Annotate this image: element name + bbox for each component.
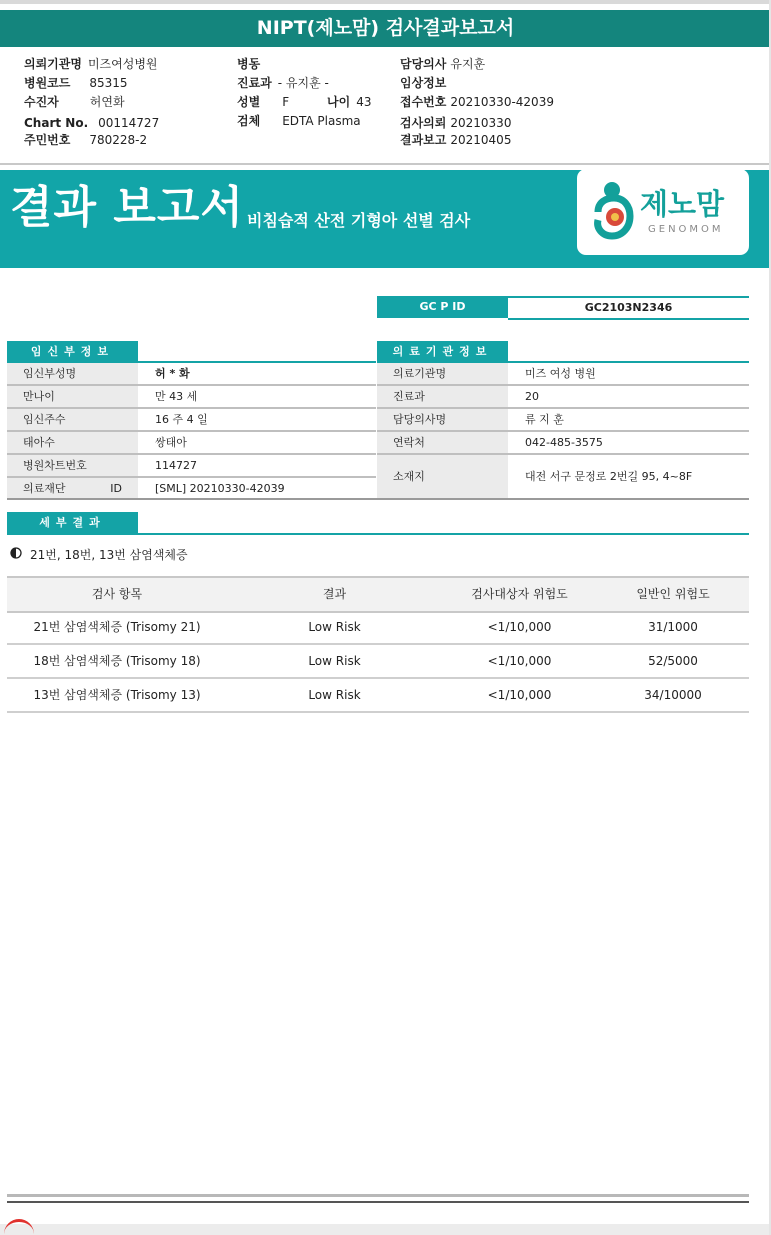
report-title: NIPT(제노맘) 검사결과보고서 [0,10,771,47]
row-label: 의료재단 ID [7,478,138,499]
row-label: 의료기관명 [377,363,508,384]
col-header-test-item: 검사 항목 [91,587,143,601]
header-patient-name [24,94,125,110]
header-value: 미즈여성병원 [87,57,158,71]
cell-test-item: 18번 삼염색체증 (Trisomy 18) [33,654,201,668]
header-label: 접수번호 [400,95,447,109]
row-label: 담당의사명 [377,409,508,430]
header-label: 병원코드 [24,76,71,90]
results-table-header [7,576,749,613]
header-request-date [400,115,511,131]
cell-general-risk: 52/5000 [648,654,698,668]
row-label: 병원차트번호 [7,455,138,476]
header-report-date [400,132,511,148]
header-label: 주민번호 [24,133,71,147]
header-label: 결과보고 [400,133,447,147]
row-value: 허 * 화 [155,367,190,380]
header-sex [237,94,289,110]
header-chart-no [24,115,159,131]
row-value: [SML] 20210330-42039 [155,482,285,495]
institution-row-department [377,386,749,409]
row-value: 류 지 훈 [525,413,564,426]
header-ward [237,56,266,72]
gc-pid-value: GC2103N2346 [508,296,749,320]
table-row [7,611,749,645]
header-value: 85315 [89,76,128,90]
table-row [7,679,749,713]
logo-text: 제노맘 [640,187,725,221]
header-value: EDTA Plasma [282,114,361,128]
footer-strip [0,1224,771,1235]
footer-rule-top [7,1194,749,1197]
cell-result: Low Risk [308,620,361,634]
banner-title: 결과 보고서 [10,182,244,233]
header-label: 나이 [327,95,351,109]
details-section-title: 세부결과 [7,512,138,534]
row-label: 진료과 [377,386,508,407]
gc-pid-label: GC P ID [377,296,508,318]
header-label: 수진자 [24,95,59,109]
header-label: 임상정보 [400,76,447,90]
row-value: 미즈 여성 병원 [525,367,596,380]
header-value: 유지훈 [450,57,486,71]
row-label: 임신주수 [7,409,138,430]
row-value: 만 43 세 [155,390,198,403]
institution-row-doctor [377,409,749,432]
top-border [0,0,771,4]
header-requesting-institution [24,56,158,72]
row-label: 임신부성명 [7,363,138,384]
row-label: 연락처 [377,432,508,453]
details-section-rule [7,533,749,535]
header-value: 20210330 [450,116,512,130]
row-label: 소재지 [377,455,508,499]
institution-section-title: 의료기관정보 [377,341,508,363]
row-value: 20 [525,390,539,403]
header-label: 담당의사 [400,57,447,71]
patient-section-title: 임신부정보 [7,341,138,363]
header-value: - 유지훈 - [277,76,329,90]
header-value: F [282,95,290,109]
patient-row-chart-no [7,455,376,478]
col-header-general-risk: 일반인 위험도 [636,587,710,601]
row-value: 114727 [155,459,197,472]
row-value: 대전 서구 문정로 2번길 95, 4~8F [525,470,693,483]
cell-test-item: 13번 삼염색체증 (Trisomy 13) [33,688,201,702]
institution-row-contact [377,432,749,455]
patient-row-name [7,363,376,386]
table-row [7,645,749,679]
row-value: 042-485-3575 [525,436,603,449]
col-header-subject-risk: 검사대상자 위험도 [471,587,568,601]
row-label: 태아수 [7,432,138,453]
header-label: 의뢰기관명 [24,57,82,71]
cell-result: Low Risk [308,688,361,702]
header-value: 43 [356,95,372,109]
header-label: 진료과 [237,76,272,90]
header-receipt-no [400,94,554,110]
header-age [327,94,371,110]
header-department [237,75,329,91]
header-label: 성별 [237,95,261,109]
institution-row-name [377,363,749,386]
cell-result: Low Risk [308,654,361,668]
cell-general-risk: 34/10000 [644,688,702,702]
details-bullet [10,547,188,563]
footer-rule-bottom [7,1201,749,1203]
info-table-bottom-rule [7,498,749,500]
header-hospital-code [24,75,128,91]
cell-general-risk: 31/1000 [648,620,698,634]
header-value: 00114727 [98,116,160,130]
header-label: 검사의뢰 [400,116,447,130]
row-value: 16 주 4 일 [155,413,208,426]
cell-subject-risk: <1/10,000 [487,654,552,668]
header-specimen [237,113,361,129]
patient-row-foundation-id [7,478,376,499]
header-label: Chart No. [24,116,89,130]
header-value: 780228-2 [89,133,148,147]
header-value: 20210405 [450,133,512,147]
row-label: 만나이 [7,386,138,407]
logo-subtext: GENOMOM [648,224,724,235]
header-doctor [400,56,485,72]
col-header-result: 결과 [322,587,347,601]
cell-subject-risk: <1/10,000 [487,620,552,634]
half-circle-icon [10,547,22,559]
patient-row-gestation [7,409,376,432]
header-value: 20210330-42039 [450,95,554,109]
patient-row-age [7,386,376,409]
details-bullet-text: 21번, 18번, 13번 삼염색체증 [30,548,188,562]
header-resident-no [24,132,147,148]
header-label: 검체 [237,114,261,128]
genomom-logo-icon [590,178,638,242]
header-label: 병동 [237,57,261,71]
patient-row-fetus-count [7,432,376,455]
footer-logo-icon [4,1219,34,1235]
institution-row-address [377,455,749,499]
header-divider [0,163,771,165]
cell-test-item: 21번 삼염색체증 (Trisomy 21) [33,620,201,634]
cell-subject-risk: <1/10,000 [487,688,552,702]
header-clinical-info [400,75,452,91]
banner-subtitle: 비침습적 산전 기형아 선별 검사 [247,211,471,230]
header-value: 허연화 [89,95,125,109]
row-value: 쌍태아 [155,436,187,449]
